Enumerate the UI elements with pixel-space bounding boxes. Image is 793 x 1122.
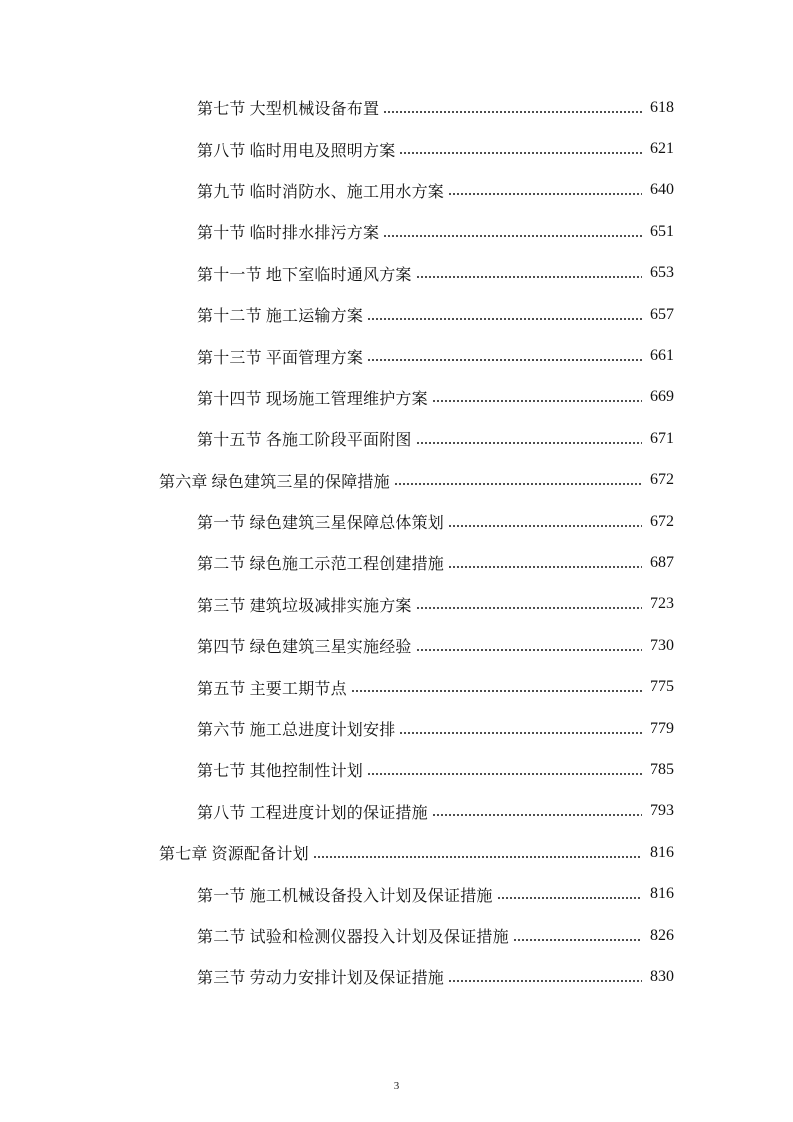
toc-entry-title: 第二节 绿色施工示范工程创建措施: [197, 554, 445, 574]
toc-entry[interactable]: [0, 625, 793, 666]
toc-chapter-entry[interactable]: [0, 832, 793, 873]
toc-entry[interactable]: [0, 584, 793, 625]
toc-entry-title: 第六节 施工总进度计划安排: [197, 720, 396, 740]
toc-entry-page: 775: [650, 678, 674, 696]
dot-leader: [351, 683, 642, 699]
toc-entry[interactable]: [0, 956, 793, 997]
dot-leader: [367, 766, 642, 782]
toc-entry-page: 779: [650, 719, 674, 737]
toc-entry[interactable]: [0, 542, 793, 583]
dot-leader: [448, 559, 642, 575]
toc-entry-title: 第八节 工程进度计划的保证措施: [197, 802, 428, 822]
toc-entry-title: 第一节 绿色建筑三星保障总体策划: [197, 513, 445, 533]
toc-entry-page: 672: [650, 512, 674, 530]
toc-entry-page: 669: [650, 388, 674, 406]
dot-leader: [432, 393, 642, 409]
toc-entry-page: 618: [650, 98, 674, 116]
toc-entry-page: 816: [650, 843, 674, 861]
toc-entry-page: 785: [650, 760, 674, 778]
toc-entry-page: 640: [650, 181, 674, 199]
toc-entry-page: 657: [650, 305, 674, 323]
toc-entry-title: 第五节 主要工期节点: [197, 678, 347, 698]
toc-entry[interactable]: [0, 873, 793, 914]
toc-entry-title: 第十二节 施工运输方案: [197, 306, 364, 326]
toc-entry-page: 830: [650, 967, 674, 985]
toc-entry[interactable]: [0, 128, 793, 169]
toc-entry-page: 793: [650, 802, 674, 820]
toc-entry-title: 第七节 其他控制性计划: [197, 761, 364, 781]
toc-entry[interactable]: [0, 294, 793, 335]
table-of-contents: [0, 87, 793, 998]
toc-entry-title: 第二节 试验和检测仪器投入计划及保证措施: [197, 927, 509, 946]
toc-entry-page: 651: [650, 222, 674, 240]
dot-leader: [497, 890, 642, 906]
toc-entry-title: 第三节 建筑垃圾减排实施方案: [197, 595, 412, 615]
toc-entry[interactable]: [0, 666, 793, 707]
dot-leader: [383, 104, 642, 120]
toc-entry[interactable]: [0, 335, 793, 376]
toc-entry-title: 第七节 大型机械设备布置: [197, 99, 380, 119]
toc-entry-title: 第八节 临时用电及照明方案: [197, 140, 396, 160]
toc-entry-title: 第十节 临时排水排污方案: [197, 223, 380, 243]
toc-entry-title: 第十一节 地下室临时通风方案: [197, 264, 412, 284]
dot-leader: [313, 849, 642, 865]
dot-leader: [367, 352, 642, 368]
toc-entry-title: 第十五节 各施工阶段平面附图: [197, 430, 412, 450]
toc-entry-title: 第十三节 平面管理方案: [197, 347, 364, 367]
dot-leader: [416, 600, 642, 616]
toc-entry-page: 816: [650, 885, 674, 903]
toc-chapter-entry[interactable]: [0, 460, 793, 501]
toc-entry-page: 653: [650, 264, 674, 282]
toc-entry[interactable]: [0, 418, 793, 459]
toc-entry-page: 671: [650, 429, 674, 447]
dot-leader: [416, 269, 642, 285]
dot-leader: [416, 435, 642, 451]
toc-entry[interactable]: [0, 253, 793, 294]
dot-leader: [416, 642, 642, 658]
dot-leader: [513, 932, 642, 948]
toc-entry-page: 723: [650, 595, 674, 613]
toc-entry-page: 621: [650, 140, 674, 158]
toc-entry[interactable]: [0, 791, 793, 832]
toc-entry[interactable]: [0, 915, 793, 956]
toc-entry-page: 826: [650, 926, 674, 944]
dot-leader: [383, 228, 642, 244]
page-number: 3: [393, 1080, 400, 1092]
toc-entry-page: 661: [650, 347, 674, 365]
dot-leader: [448, 186, 642, 202]
toc-entry-page: 672: [650, 471, 674, 489]
dot-leader: [448, 518, 642, 534]
toc-entry[interactable]: [0, 749, 793, 790]
toc-entry[interactable]: [0, 87, 793, 128]
toc-entry[interactable]: [0, 708, 793, 749]
toc-entry-title: 第七章 资源配备计划: [159, 844, 309, 864]
dot-leader: [399, 145, 642, 161]
toc-entry-title: 第六章 绿色建筑三星的保障措施: [159, 471, 390, 491]
toc-entry[interactable]: [0, 377, 793, 418]
toc-entry-page: 730: [650, 636, 674, 654]
dot-leader: [432, 807, 642, 823]
toc-entry[interactable]: [0, 211, 793, 252]
toc-entry-title: 第九节 临时消防水、施工用水方案: [197, 181, 445, 201]
toc-entry-title: 第十四节 现场施工管理维护方案: [197, 388, 428, 408]
toc-entry-page: 687: [650, 553, 674, 571]
dot-leader: [448, 973, 642, 989]
toc-entry-title: 第三节 劳动力安排计划及保证措施: [197, 968, 445, 988]
toc-entry[interactable]: [0, 170, 793, 211]
toc-entry-title: 第四节 绿色建筑三星实施经验: [197, 637, 412, 657]
dot-leader: [367, 311, 642, 327]
dot-leader: [394, 476, 642, 492]
toc-entry[interactable]: [0, 501, 793, 542]
toc-entry-title: 第一节 施工机械设备投入计划及保证措施: [197, 885, 493, 905]
dot-leader: [399, 725, 642, 741]
